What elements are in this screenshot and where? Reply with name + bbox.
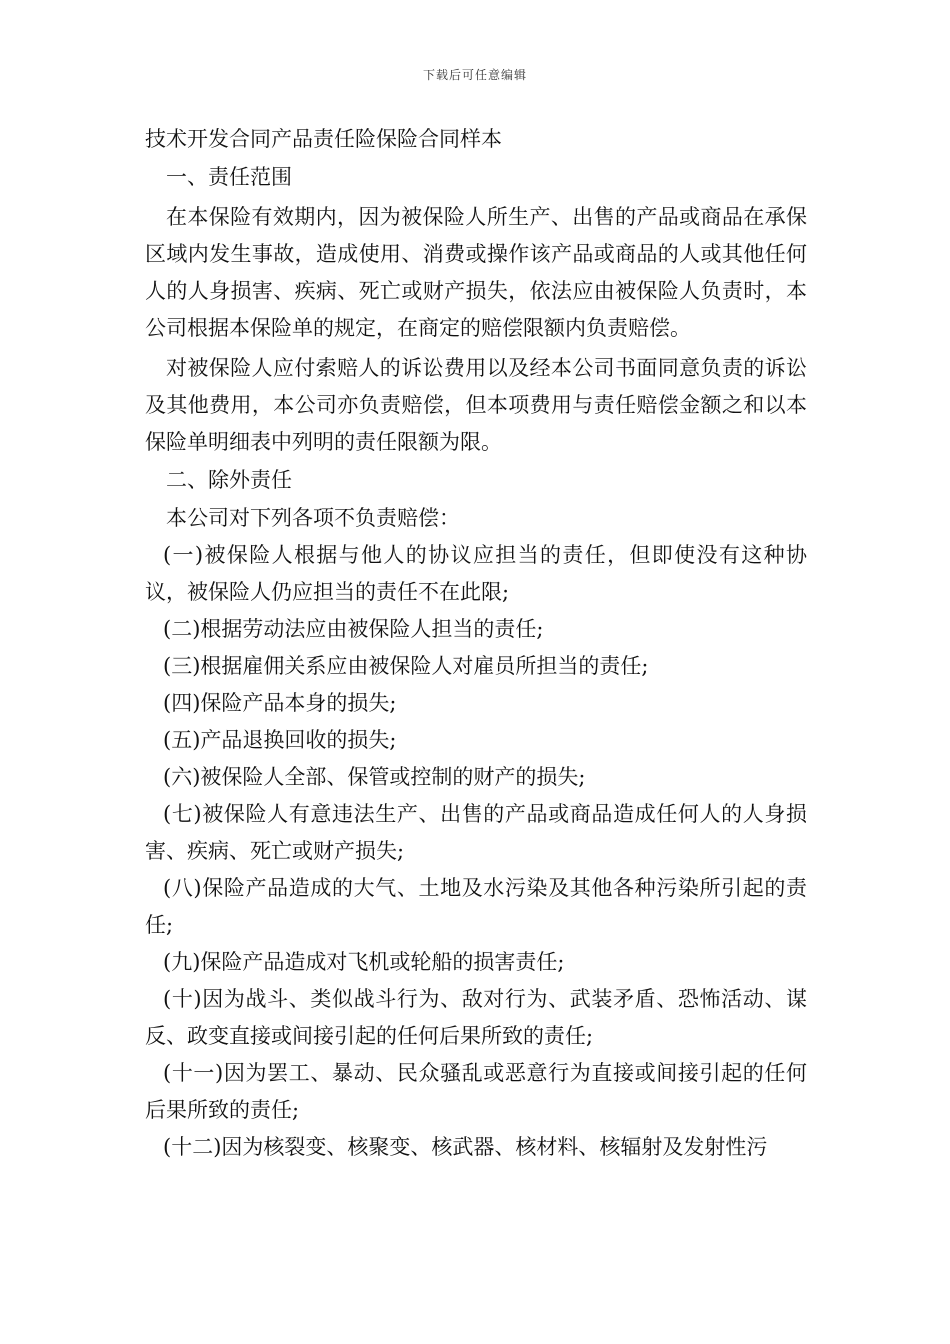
scope-paragraph-2: 对被保险人应付索赔人的诉讼费用以及经本公司书面同意负责的诉讼及其他费用，本公司亦负责赔偿，但本项费用与责任赔偿金额之和以本保险单明细表中列明的责任限额为限。 <box>145 356 807 454</box>
exclusions-intro: 本公司对下列各项不负责赔偿： <box>166 506 460 530</box>
exclusion-item: (十)因为战斗、类似战斗行为、敌对行为、武装矛盾、恐怖活动、谋反、政变直接或间接引起的任何后果所致的责任; <box>145 987 807 1048</box>
section-heading-scope: 一、责任范围 <box>166 165 292 189</box>
page-header-note: 下载后可任意编辑 <box>422 68 527 82</box>
exclusion-item: (四)保险产品本身的损失; <box>163 691 397 715</box>
exclusion-item: (一)被保险人根据与他人的协议应担当的责任，但即使没有这种协议，被保险人仍应担当的责任不在此限; <box>145 543 807 604</box>
exclusion-item: (六)被保险人全部、保管或控制的财产的损失; <box>163 765 586 789</box>
exclusion-item: (五)产品退换回收的损失; <box>163 728 397 752</box>
scope-paragraph-1: 在本保险有效期内，因为被保险人所生产、出售的产品或商品在承保区域内发生事故，造成使用、消费或操作该产品或商品的人或其他任何人的人身损害、疾病、死亡或财产损失，依法应由被保险人负责时，本公司根据本保险单的规定，在商定的赔偿限额内负责赔偿。 <box>145 205 807 340</box>
exclusion-item: (二)根据劳动法应由被保险人担当的责任; <box>163 617 544 641</box>
exclusion-item: (九)保险产品造成对飞机或轮船的损害责任; <box>163 950 565 974</box>
document-body <box>145 120 807 1166</box>
exclusion-item: (七)被保险人有意违法生产、出售的产品或商品造成任何人的人身损害、疾病、死亡或财产损失; <box>145 802 807 863</box>
exclusion-item: (十二)因为核裂变、核聚变、核武器、核材料、核辐射及发射性污 <box>163 1135 768 1159</box>
exclusion-item: (十一)因为罢工、暴动、民众骚乱或恶意行为直接或间接引起的任何后果所致的责任; <box>145 1061 807 1122</box>
exclusion-item: (八)保险产品造成的大气、土地及水污染及其他各种污染所引起的责任; <box>145 876 807 937</box>
exclusion-item: (三)根据雇佣关系应由被保险人对雇员所担当的责任; <box>163 654 649 678</box>
document-title: 技术开发合同产品责任险保险合同样本 <box>145 127 502 151</box>
section-heading-exclusions: 二、除外责任 <box>166 468 292 492</box>
